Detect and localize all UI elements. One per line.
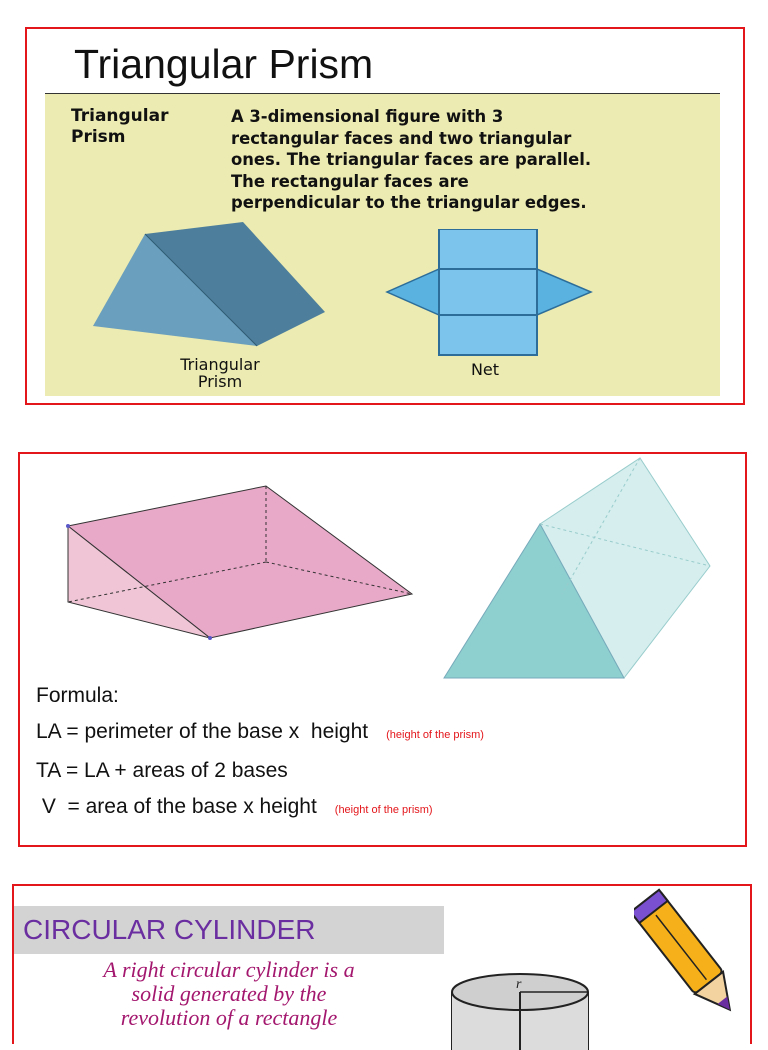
formula-v-note: (height of the prism) [334, 804, 433, 816]
prism-net-figure [385, 229, 595, 359]
formula-la-note: (height of the prism) [386, 729, 484, 741]
slide-circular-cylinder [12, 884, 752, 1044]
formula-v [36, 789, 484, 828]
slide-prism-formulas [18, 452, 747, 847]
title-bar [14, 906, 444, 954]
net-face-top [439, 229, 537, 269]
radius-label: r [516, 977, 522, 992]
slide-title: CIRCULAR CYLINDER [23, 914, 316, 945]
formula-v-text: V = area of the base x height [36, 795, 317, 818]
formula-la [36, 714, 484, 753]
net-face-middle [439, 269, 537, 315]
pencil-icon [634, 888, 750, 1028]
formula-block [36, 678, 484, 828]
slide-triangular-prism [25, 27, 745, 405]
definition-text: A 3-dimensional figure with 3 rectangular faces and two triangular ones. The triangular faces are parallel. The rectangular faces are perpendicular to the triangular edges. [231, 107, 592, 212]
formula-ta: TA = LA + areas of 2 bases [36, 759, 288, 782]
net-face-bottom [439, 315, 537, 355]
definition-panel [45, 93, 720, 396]
formula-heading: Formula: [36, 684, 119, 707]
cylinder-description: A right circular cylinder is a solid generated by the revolution of a rectangle [103, 957, 355, 1030]
net-left-triangle [387, 269, 439, 315]
cylinder-figure [450, 970, 590, 1050]
net-right-triangle [537, 269, 591, 315]
formula-la-text: LA = perimeter of the base x height [36, 720, 369, 743]
slide-title: Triangular Prism [74, 41, 374, 87]
term-label: Triangular Prism [71, 106, 169, 147]
teal-prism-figure [442, 454, 714, 682]
caption-net: Net [470, 360, 500, 379]
pink-prism-figure [50, 474, 420, 654]
triangular-prism-figure [93, 222, 333, 362]
caption-prism: Triangular Prism [180, 355, 260, 391]
